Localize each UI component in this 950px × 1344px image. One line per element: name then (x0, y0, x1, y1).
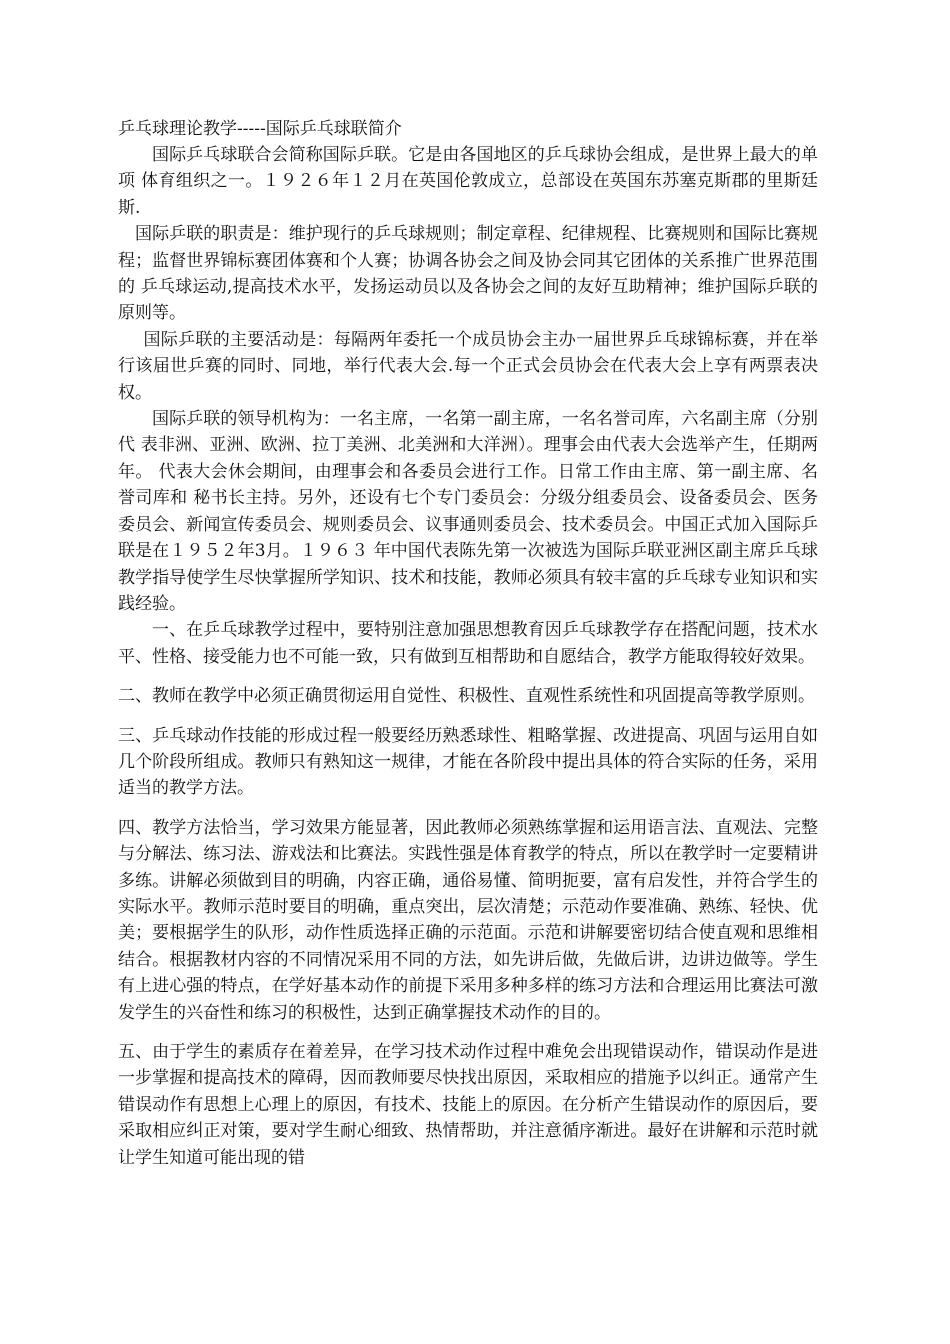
paragraph-ittf-leadership: 国际乒联的领导机构为：一名主席，一名第一副主席，一名名誉司库，六名副主席（分别代 表非洲、亚洲、欧洲、拉丁美洲、北美洲和大洋洲）。理事会由代表大会选举产生，任期两年。 代表大会休会期间，由理事会和各委员会进行工作。日常工作由主席、第一副主席、名誉司库和 秘书长主持。另外，还设有七个专门委员会：分级分组委员会、设备委员会、医务委员会、新闻宣传委员会、规则委员会、议事通则委员会、技术委员会。中国正式加入国际乒联是在１９５２年3月。１９６３ 年中国代表陈先第一次被选为国际乒联亚洲区副主席乒乓球教学指导使学生尽快掌握所学知识、技术和技能，教师必须具有较丰富的乒乓球专业知识和实践经验。 (118, 409, 818, 614)
paragraph-point-2: 二、教师在教学中必须正确贯彻运用自觉性、积极性、直观性系统性和巩固提高等教学原则。 (118, 686, 815, 707)
paragraph-point-4: 四、教学方法恰当，学习效果方能显著，因此教师必须熟练掌握和运用语言法、直观法、完整与分解法、练习法、游戏法和比赛法。实践性强是体育教学的特点，所以在教学时一定要精讲多练。讲解必须做到目的明确，内容正确，通俗易懂、简明扼要，富有启发性，并符合学生的实际水平。教师示范时要目的明确，重点突出，层次清楚；示范动作要准确、熟练、轻快、优美；要根据学生的队形，动作性质选择正确的示范面。示范和讲解要密切结合使直观和思维相结合。根据教材内容的不同情况采用不同的方法，如先讲后做，先做后讲，边讲边做等。学生有上进心强的特点，在学好基本动作的前提下采用多种多样的练习方法和合理运用比赛法可激发学生的兴奋性和练习的积极性，达到正确掌握技术动作的目的。 (118, 817, 818, 1023)
paragraph-point-1: 一、在乒乓球教学过程中，要特别注意加强思想教育因乒乓球教学存在搭配问题，技术水平、性格、接受能力也不可能一致，只有做到互相帮助和自愿结合，教学方能取得较好效果。 (118, 620, 818, 667)
document-page (118, 116, 818, 1171)
paragraph-point-3: 三、乒乓球动作技能的形成过程一般要经历熟悉球性、粗略掌握、改进提高、巩固与运用自如几个阶段所组成。教师只有熟知这一规律，才能在各阶段中提出具体的符合实际的任务，采用适当的教学方法。 (118, 725, 818, 799)
paragraph-ittf-duties: 国际乒联的职责是：维护现行的乒乓球规则；制定章程、纪律规程、比赛规则和国际比赛规程；监督世界锦标赛团体赛和个人赛；协调各协会之间及协会同其它团体的关系推广世界范围的 乒乓球运动,提高技术水平，发扬运动员以及各协会之间的友好互助精神；维护国际乒联的原则等。 (118, 224, 818, 324)
paragraph-point-5: 五、由于学生的素质存在着差异，在学习技术动作过程中难免会出现错误动作，错误动作是进一步掌握和提高技术的障碍，因而教师要尽快找出原因，采取相应的措施予以纠正。通常产生错误动作有思想上心理上的原因，有技术、技能上的原因。在分析产生错误动作的原因后，要采取相应纠正对策，要对学生耐心细致、热情帮助，并注意循序渐进。最好在讲解和示范时就让学生知道可能出现的错 (118, 1042, 818, 1168)
paragraph-ittf-intro: 国际乒乓球联合会简称国际乒联。它是由各国地区的乒乓球协会组成，是世界上最大的单项 体育组织之一。１９２６年１２月在英国伦敦成立，总部设在英国东苏塞克斯郡的里斯廷斯. (118, 145, 818, 218)
document-title: 乒乓球理论教学-----国际乒乓球联简介 (118, 119, 402, 139)
paragraph-ittf-activities: 国际乒联的主要活动是：每隔两年委托一个成员协会主办一届世界乒乓球锦标赛，并在举行该届世乒赛的同时、同地，举行代表大会.每一个正式会员协会在代表大会上享有两票表决权。 (118, 329, 818, 403)
